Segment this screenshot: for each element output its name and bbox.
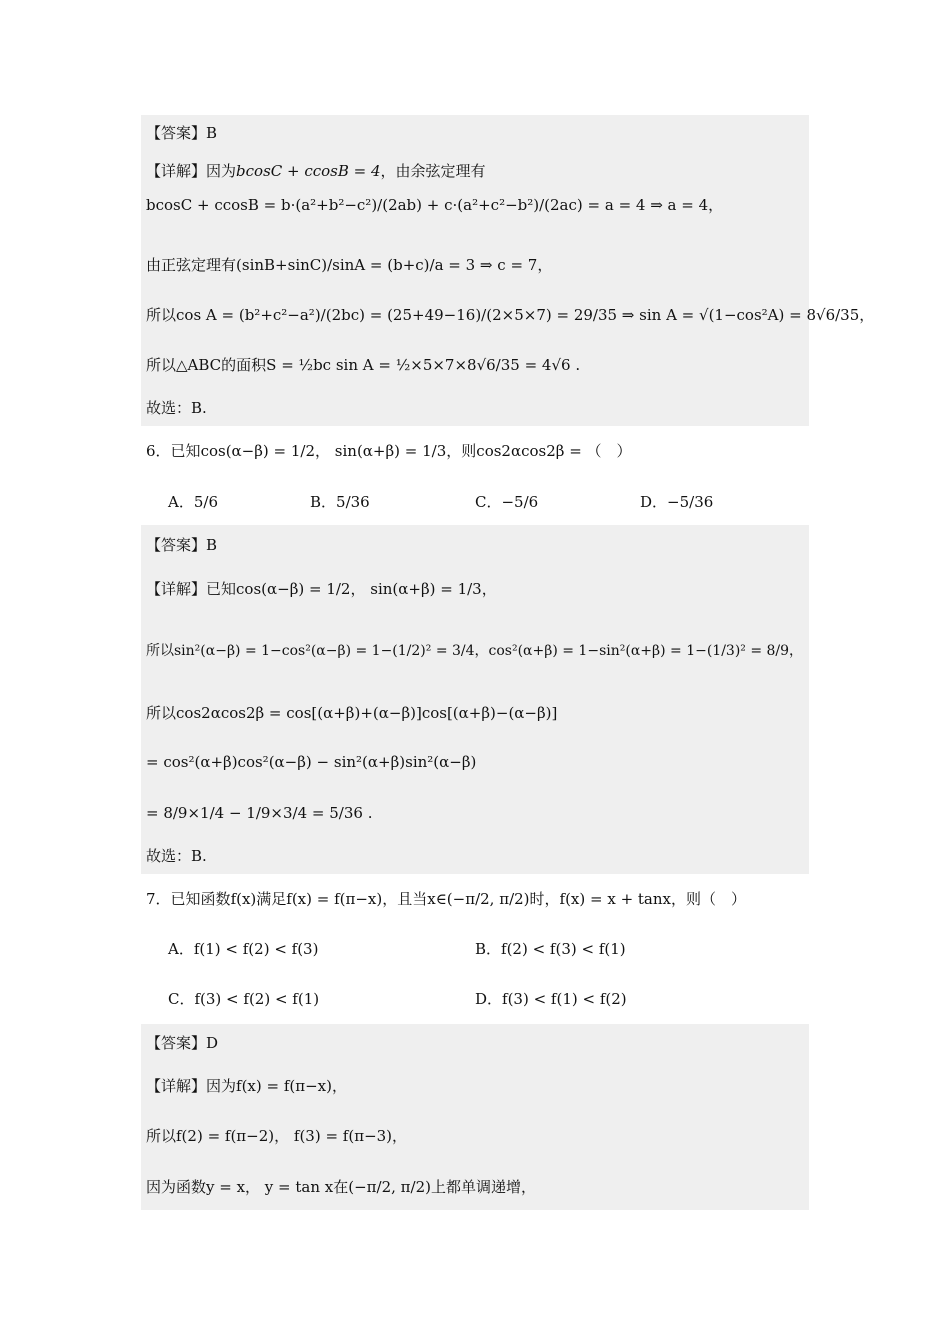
q7-stem xyxy=(146,889,746,909)
q7-option-c[interactable] xyxy=(168,989,319,1009)
q6-detail-line5: = 8/9×1/4 − 1/9×3/4 = 5/36 . xyxy=(146,804,373,822)
q5-detail-line3 xyxy=(146,255,552,275)
q7-option-d[interactable] xyxy=(475,989,627,1009)
option-value: f(1) < f(2) < f(3) xyxy=(193,940,319,958)
stem-prefix: 已知函数 xyxy=(170,890,231,908)
q5-detail-line4 xyxy=(146,305,874,325)
q6-option-c[interactable] xyxy=(475,492,538,512)
math-expression: cos2αcos2β = cos[(α+β)+(α−β)]cos[(α+β)−(α−β)] xyxy=(176,704,558,722)
option-value: 5/36 xyxy=(336,493,370,511)
q5-answer: 【答案】B xyxy=(146,124,218,142)
math-expression: S = ½bc sin A = ½×5×7×8√6/35 = 4√6 . xyxy=(266,356,581,374)
math-expression: cos(α−β) = 1/2 xyxy=(200,442,316,460)
q5-detail-line2 xyxy=(146,195,723,215)
math-expression: cos(α−β) = 1/2， sin(α+β) = 1/3， xyxy=(236,580,497,598)
line-prefix: 所以 xyxy=(146,643,174,659)
option-label: B． xyxy=(475,940,502,958)
math-expression: sin²(α−β) = 1−cos²(α−β) = 1−(1/2)² = 3/4，cos²(α+β) = 1−sin²(α+β) = 1−(1/3)² = 8/9， xyxy=(174,643,804,659)
question-number: 6． xyxy=(146,442,171,460)
line-prefix: 所以 xyxy=(146,306,177,324)
option-value: 5/6 xyxy=(193,493,218,511)
line-prefix: 所以 xyxy=(146,704,177,722)
option-label: A． xyxy=(168,940,194,958)
q6-detail-line2 xyxy=(146,641,803,661)
math-expression: cos A = (b²+c²−a²)/(2bc) = (25+49−16)/(2×5×7) = 29/35 ⇒ sin A = √(1−cos²A) = 8√6/35， xyxy=(176,306,875,324)
q5-detail-line1 xyxy=(146,161,486,181)
stem-prefix: 已知 xyxy=(170,442,201,460)
detail-tail: ，由余弦定理有 xyxy=(380,162,486,180)
option-value: −5/6 xyxy=(501,493,539,511)
option-label: C． xyxy=(168,990,195,1008)
question-number: 7． xyxy=(146,890,171,908)
q7-detail-line2: 所以f(2) = f(π−2)， f(3) = f(π−3)， xyxy=(146,1127,408,1145)
option-value: −5/36 xyxy=(667,493,714,511)
math-expression: sin(α+β) = 1/3 xyxy=(334,442,447,460)
option-value: f(2) < f(3) < f(1) xyxy=(501,940,626,958)
math-expression: f(x)满足f(x) = f(π−x)，且当x∈(−π/2, π/2)时，f(x) = x + tanx，则（ ） xyxy=(230,890,746,908)
math-expression: bcosC + ccosB = 4 xyxy=(236,162,381,180)
q7-option-b[interactable] xyxy=(475,939,626,959)
stem-mid: ，则 xyxy=(446,442,477,460)
q6-detail-line4: = cos²(α+β)cos²(α−β) − sin²(α+β)sin²(α−β) xyxy=(146,753,477,771)
option-value: f(3) < f(2) < f(1) xyxy=(194,990,320,1008)
option-label: D． xyxy=(640,493,668,511)
option-label: C． xyxy=(475,493,502,511)
q6-answer: 【答案】B xyxy=(146,536,218,554)
q6-stem: 6．已知cos(α−β) = 1/2， sin(α+β) = 1/3，则cos2αcos2β = （ ） xyxy=(146,442,632,460)
line-prefix: 所以△ABC的面积 xyxy=(146,356,267,374)
q6-detail-line1 xyxy=(146,579,497,599)
detail-label: 【详解】 xyxy=(146,580,207,598)
detail-text: 因为 xyxy=(206,162,237,180)
math-expression: (sinB+sinC)/sinA = (b+c)/a = 3 ⇒ c = 7， xyxy=(236,256,553,274)
detail-label: 【详解】 xyxy=(146,1077,207,1095)
q6-option-b[interactable] xyxy=(310,492,370,512)
q7-option-a[interactable] xyxy=(168,939,318,959)
q6-option-a[interactable] xyxy=(168,492,218,512)
option-label: A． xyxy=(168,493,194,511)
line-prefix: 由正弦定理有 xyxy=(146,256,237,274)
math-expression: 因为f(x) = f(π−x)， xyxy=(206,1077,347,1095)
q5-detail-line5 xyxy=(146,355,580,375)
q5-conclusion: 故选：B. xyxy=(146,399,207,417)
option-value: f(3) < f(1) < f(2) xyxy=(502,990,627,1008)
q6-option-d[interactable] xyxy=(640,492,713,512)
q7-answer: 【答案】D xyxy=(146,1034,219,1052)
q7-detail-line3: 因为函数y = x， y = tan x在(−π/2, π/2)上都单调递增， xyxy=(146,1178,536,1196)
math-expression: bcosC + ccosB = b·(a²+b²−c²)/(2ab) + c·(a²+c²−b²)/(2ac) = a = 4 ⇒ a = 4， xyxy=(146,196,724,214)
detail-prefix: 已知 xyxy=(206,580,237,598)
q6-conclusion: 故选：B. xyxy=(146,847,207,865)
q7-detail-line1 xyxy=(146,1076,347,1096)
option-label: D． xyxy=(475,990,503,1008)
detail-label: 【详解】 xyxy=(146,162,207,180)
option-label: B． xyxy=(310,493,337,511)
math-expression: cos2αcos2β = （ ） xyxy=(476,442,632,460)
q6-detail-line3 xyxy=(146,703,557,723)
